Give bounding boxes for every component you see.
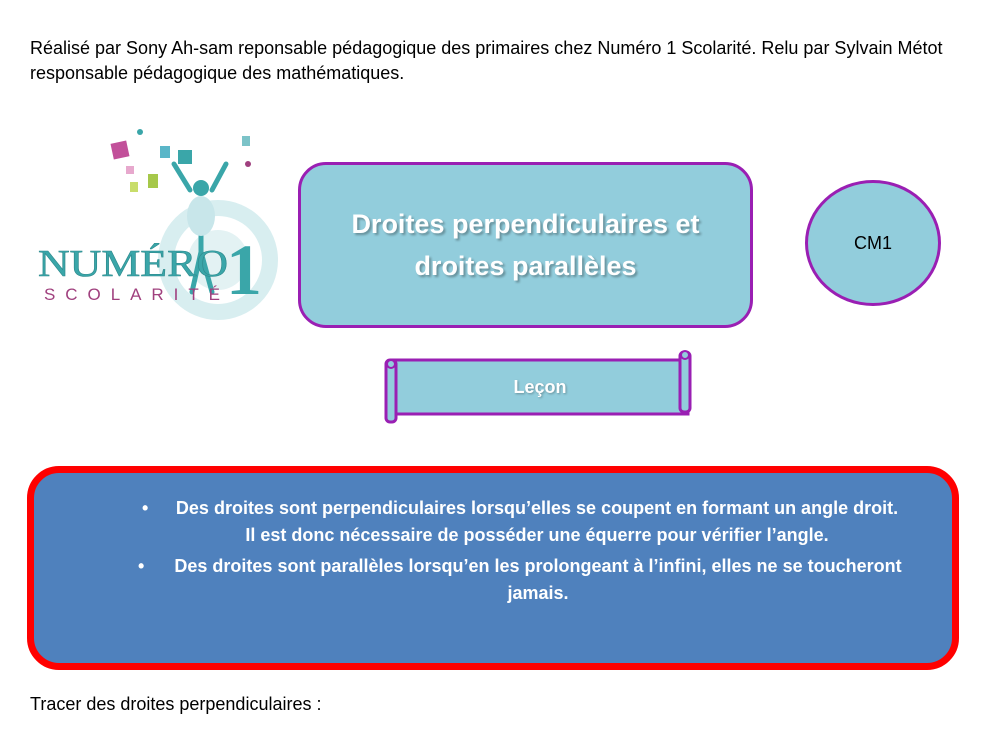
section-heading: Tracer des droites perpendiculaires :: [30, 694, 322, 714]
definition-text: Des droites sont perpendiculaires lorsqu’elles se coupent en formant un angle droit. Il est donc nécessaire de posséder une équerre pour vérifier l’angle.: [175, 498, 899, 545]
scroll-left-curl: [387, 360, 395, 368]
logo-figure-head: [193, 180, 209, 196]
logo-digit: 1: [226, 230, 262, 310]
logo-dot: [245, 161, 251, 167]
logo-figure-body: [187, 196, 215, 236]
logo-subtitle: SCOLARITÉ: [44, 285, 220, 304]
logo-tile-blue: [160, 146, 170, 158]
level-label: CM1: [853, 232, 892, 253]
definitions-list: [34, 495, 952, 611]
logo-tile-green: [148, 174, 158, 188]
definition-text: Des droites sont parallèles lorsqu’en les prolongeant à l’infini, elles ne se toucheront jamais.: [174, 556, 902, 603]
logo-tile-teal: [178, 150, 192, 164]
logo-tile-right: [242, 136, 250, 146]
lesson-label: Leçon: [513, 377, 567, 397]
credits-text: Réalisé par Sony Ah-sam reponsable pédagogique des primaires chez Numéro 1 Scolarité. Relu par Sylvain Métot responsable pédagogique des mathématiques.: [30, 38, 943, 83]
logo-word: NUMÉRO: [38, 243, 228, 285]
page-title: Droites perpendiculaires et droites parallèles: [351, 209, 700, 281]
definition-perpendicular: [34, 495, 952, 549]
bullet-icon: •: [142, 498, 149, 518]
logo-tile-small: [126, 166, 134, 174]
logo-tile-pink: [111, 141, 130, 160]
title-box: [298, 162, 753, 328]
logo-dot-2: [137, 129, 143, 135]
numero1-logo: [30, 112, 290, 334]
logo-tile-lime: [130, 182, 138, 192]
scroll-right-curl: [681, 351, 689, 359]
definition-parallel: [34, 553, 952, 607]
definitions-box: [27, 466, 959, 670]
bullet-icon: •: [138, 556, 145, 576]
level-badge: [805, 180, 941, 306]
